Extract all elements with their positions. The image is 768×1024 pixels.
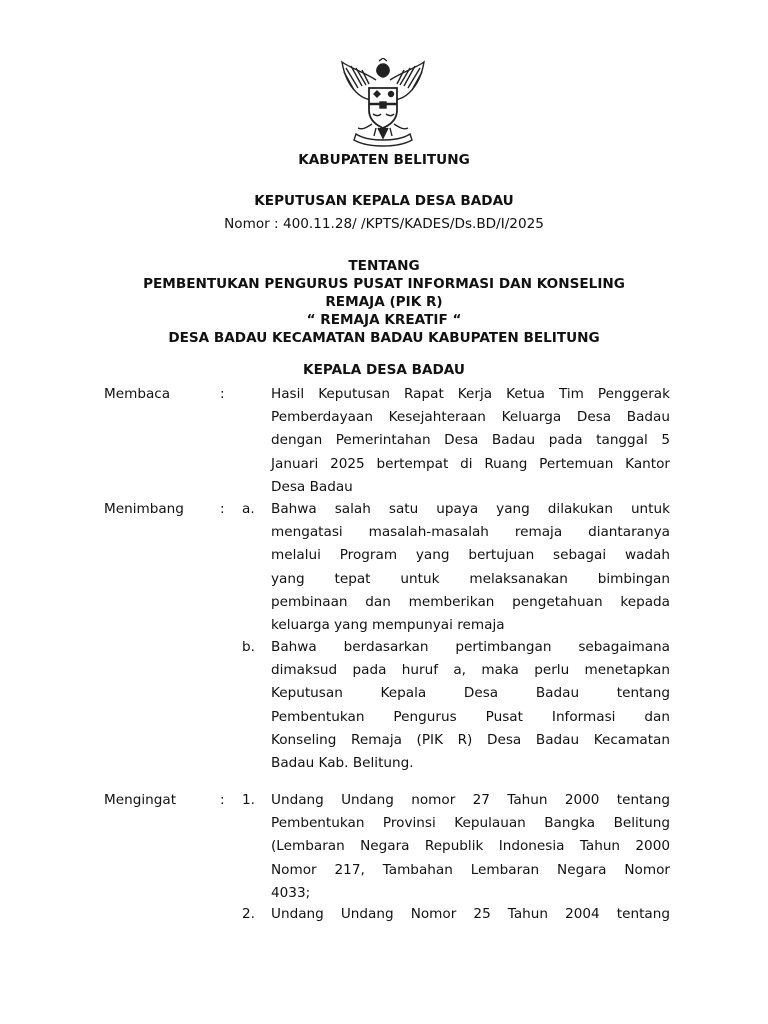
text-line: mengatasi masalah-masalah remaja diantaranya bbox=[271, 524, 670, 541]
text-line: yang tepat untuk melaksanakan bimbingan bbox=[271, 570, 670, 587]
text-line: dimaksud pada huruf a, maka perlu menetapkan bbox=[271, 662, 670, 679]
text-line: Undang Undang nomor 27 Tahun 2000 tentang bbox=[271, 792, 670, 808]
membaca-label: Membaca bbox=[104, 386, 171, 402]
menimbang-colon: : bbox=[220, 501, 225, 517]
text-line: Undang Undang Nomor 25 Tahun 2004 tentang bbox=[271, 906, 670, 922]
text-line: Bahwa salah satu upaya yang dilakukan untuk bbox=[271, 501, 670, 517]
text-line: Keputusan Kepala Desa Badau tentang bbox=[271, 685, 670, 702]
subject-tentang: TENTANG bbox=[348, 258, 420, 274]
mengingat-marker-1: 1. bbox=[242, 792, 255, 808]
text-line: 4033; bbox=[271, 884, 311, 901]
menimbang-marker-a: a. bbox=[242, 501, 255, 517]
issuer-heading: KEPALA DESA BADAU bbox=[303, 362, 465, 378]
menimbang-marker-b: b. bbox=[242, 639, 255, 655]
subject-line-2: REMAJA (PIK R) bbox=[325, 294, 443, 310]
text-line: Badau Kab. Belitung. bbox=[271, 755, 414, 772]
subject-line-4: DESA BADAU KECAMATAN BADAU KABUPATEN BELITUNG bbox=[168, 330, 600, 346]
mengingat-item-2 bbox=[271, 903, 670, 926]
subject-block bbox=[0, 257, 768, 347]
mengingat-item-1 bbox=[271, 789, 670, 905]
text-line: Konseling Remaja (PIK R) Desa Badau Kecamatan bbox=[271, 731, 670, 748]
garuda-emblem-icon bbox=[336, 58, 430, 148]
mengingat-colon: : bbox=[220, 792, 225, 808]
membaca-colon: : bbox=[220, 386, 225, 402]
text-line: melalui Program yang bertujuan sebagai wadah bbox=[271, 547, 670, 564]
text-line: Pembentukan Provinsi Kepulauan Bangka Belitung bbox=[271, 815, 670, 832]
text-line: Nomor 217, Tambahan Lembaran Negara Nomor bbox=[271, 861, 670, 878]
menimbang-item-b bbox=[271, 636, 670, 775]
membaca-text bbox=[271, 383, 670, 499]
text-line: Bahwa berdasarkan pertimbangan sebagaimana bbox=[271, 639, 670, 655]
text-line: dengan Pemerintahan Desa Badau pada tanggal 5 bbox=[271, 432, 670, 449]
text-line: keluarga yang mempunyai remaja bbox=[271, 617, 505, 634]
text-line: Pemberdayaan Kesejahteraan Keluarga Desa Badau bbox=[271, 409, 670, 426]
text-line: pembinaan dan memberikan pengetahuan kepada bbox=[271, 593, 670, 610]
menimbang-item-a bbox=[271, 498, 670, 637]
subject-line-3: “ REMAJA KREATIF “ bbox=[306, 312, 462, 328]
mengingat-marker-2: 2. bbox=[242, 906, 255, 922]
kabupaten-heading: KABUPATEN BELITUNG bbox=[298, 152, 470, 168]
text-line: Hasil Keputusan Rapat Kerja Ketua Tim Penggerak bbox=[271, 386, 670, 402]
decree-number: Nomor : 400.11.28/ /KPTS/KADES/Ds.BD/I/2025 bbox=[224, 216, 544, 232]
text-line: Desa Badau bbox=[271, 478, 353, 495]
menimbang-label: Menimbang bbox=[104, 501, 184, 517]
text-line: Pembentukan Pengurus Pusat Informasi dan bbox=[271, 708, 670, 725]
text-line: (Lembaran Negara Republik Indonesia Tahun 2000 bbox=[271, 838, 670, 855]
mengingat-label: Mengingat bbox=[104, 792, 177, 808]
decree-title: KEPUTUSAN KEPALA DESA BADAU bbox=[254, 193, 514, 209]
subject-line-1: PEMBENTUKAN PENGURUS PUSAT INFORMASI DAN KONSELING bbox=[143, 276, 625, 292]
text-line: Januari 2025 bertempat di Ruang Pertemuan Kantor bbox=[271, 455, 670, 472]
